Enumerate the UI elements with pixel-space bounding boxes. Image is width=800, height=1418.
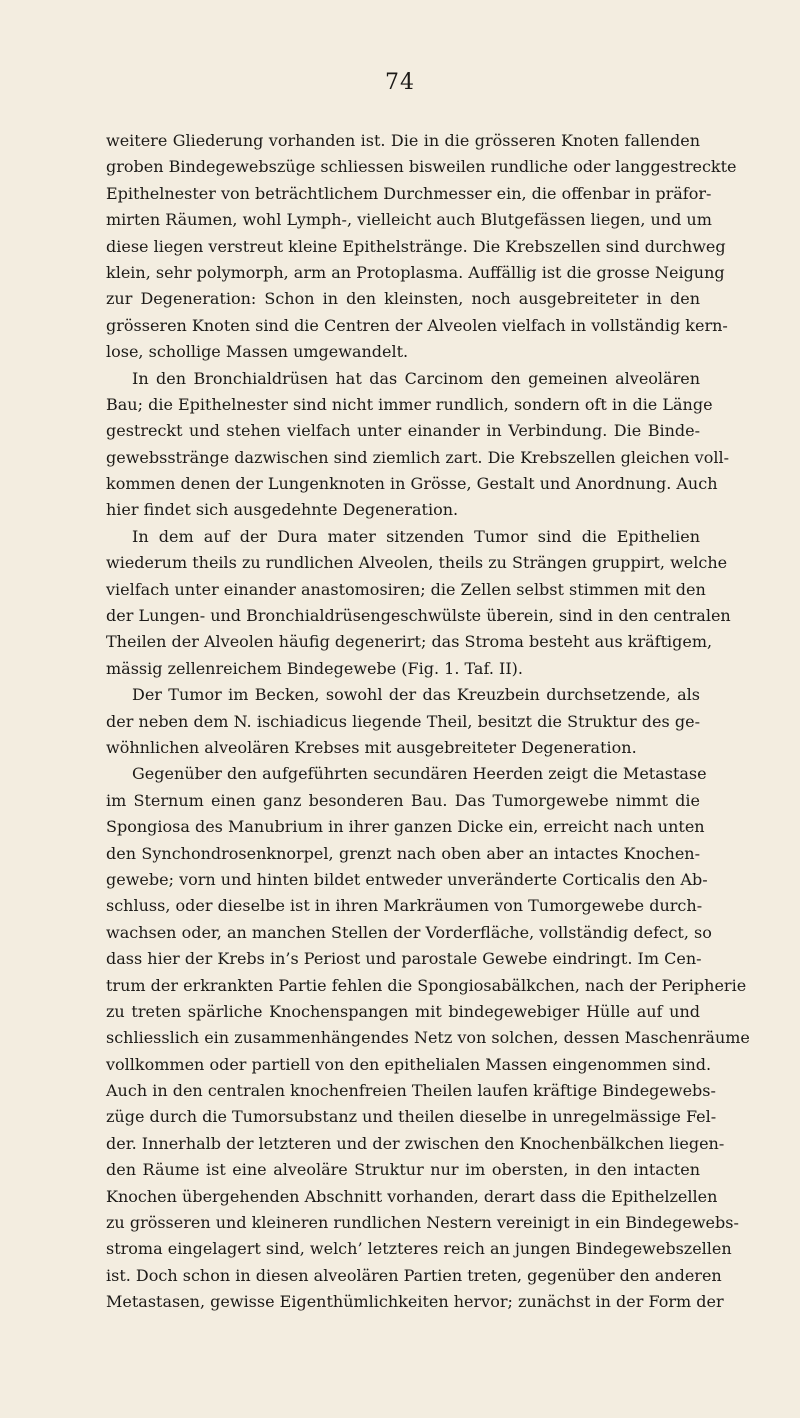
text-line: Der Tumor im Becken, sowohl der das Kreuzbein durchsetzende, als: [132, 685, 700, 705]
text-line: Gegenüber den aufgeführten secundären Heerden zeigt die Metastase: [132, 764, 707, 784]
text-line: kommen denen der Lungenknoten in Grösse, Gestalt und Anordnung. Auch: [106, 474, 718, 494]
text-line: schluss, oder dieselbe ist in ihren Markräumen von Tumorgewebe durch-: [106, 896, 703, 916]
text-line: gestreckt und stehen vielfach unter einander in Verbindung. Die Binde-: [106, 421, 700, 441]
text-line: der. Innerhalb der letzteren und der zwischen den Knochenbälkchen liegen-: [106, 1133, 725, 1153]
text-line: im Sternum einen ganz besonderen Bau. Das Tumorgewebe nimmt die: [106, 790, 700, 810]
text-line: vollkommen oder partiell von den epithelialen Massen eingenommen sind.: [106, 1054, 712, 1074]
text-line: Theilen der Alveolen häufig degenerirt; das Stroma besteht aus kräftigem,: [106, 632, 713, 652]
text-line: wiederum theils zu rundlichen Alveolen, theils zu Strängen gruppirt, welche: [106, 553, 728, 573]
text-line: Epithelnester von beträchtlichem Durchmesser ein, die offenbar in präfor-: [106, 183, 712, 203]
text-line: zu treten spärliche Knochenspangen mit bindegewebiger Hülle auf und: [106, 1001, 700, 1021]
text-line: stroma eingelagert sind, welch’ letzteres reich an jungen Bindegewebszellen: [106, 1239, 732, 1259]
text-line: wachsen oder, an manchen Stellen der Vorderfläche, vollständig defect, so: [106, 922, 712, 942]
text-line: Auch in den centralen knochenfreien Theilen laufen kräftige Bindegewebs-: [106, 1081, 716, 1101]
text-line: grösseren Knoten sind die Centren der Alveolen vielfach in vollständig kern-: [106, 315, 728, 335]
text-line: lose, schollige Massen umgewandelt.: [106, 342, 409, 362]
text-line: Metastasen, gewisse Eigenthümlichkeiten hervor; zunächst in der Form der: [106, 1292, 724, 1312]
page-number: 74: [385, 70, 415, 95]
text-line: ist. Doch schon in diesen alveolären Partien treten, gegenüber den anderen: [106, 1265, 722, 1285]
text-line: der neben dem N. ischiadicus liegende Theil, besitzt die Struktur des ge-: [106, 711, 700, 731]
text-line: Bau; die Epithelnester sind nicht immer rundlich, sondern oft in die Länge: [106, 394, 713, 414]
text-line: In dem auf der Dura mater sitzenden Tumor sind die Epithelien: [132, 526, 700, 546]
text-line: den Räume ist eine alveoläre Struktur nur im obersten, in den intacten: [106, 1160, 700, 1180]
text-line: In den Bronchialdrüsen hat das Carcinom den gemeinen alveolären: [132, 368, 700, 388]
text-line: weitere Gliederung vorhanden ist. Die in die grösseren Knoten fallenden: [106, 131, 700, 150]
text-line: dass hier der Krebs in’s Periost und parostale Gewebe eindringt. Im Cen-: [106, 949, 702, 969]
text-line: gewebe; vorn und hinten bildet entweder unveränderte Corticalis den Ab-: [106, 869, 708, 889]
text-line: den Synchondrosenknorpel, grenzt nach oben aber an intactes Knochen-: [106, 843, 700, 863]
text-line: Spongiosa des Manubrium in ihrer ganzen Dicke ein, erreicht nach unten: [106, 817, 705, 837]
text-line: wöhnlichen alveolären Krebses mit ausgebreiteter Degeneration.: [106, 737, 637, 757]
text-line: hier findet sich ausgedehnte Degeneration.: [106, 500, 459, 520]
text-line: trum der erkrankten Partie fehlen die Spongiosabälkchen, nach der Peripherie: [106, 975, 747, 995]
text-line: Knochen übergehenden Abschnitt vorhanden, derart dass die Epithelzellen: [106, 1186, 718, 1206]
text-line: züge durch die Tumorsubstanz und theilen dieselbe in unregelmässige Fel-: [106, 1107, 717, 1127]
text-line: groben Bindegewebszüge schliessen bisweilen rundliche oder langgestreckte: [106, 157, 737, 177]
text-line: mirten Räumen, wohl Lymph-, vielleicht auch Blutgefässen liegen, und um: [106, 210, 712, 230]
text-line: klein, sehr polymorph, arm an Protoplasma. Auffällig ist die grosse Neigung: [106, 262, 725, 282]
text-line: mässig zellenreichem Bindegewebe (Fig. 1. Taf. II).: [106, 658, 523, 678]
body-text: [106, 128, 750, 1316]
text-line: vielfach unter einander anastomosiren; die Zellen selbst stimmen mit den: [106, 579, 706, 599]
text-line: zur Degeneration: Schon in den kleinsten, noch ausgebreiteter in den: [106, 289, 700, 309]
text-line: gewebsstränge dazwischen sind ziemlich zart. Die Krebszellen gleichen voll-: [106, 447, 729, 467]
text-line: der Lungen- und Bronchialdrüsengeschwülste überein, sind in den centralen: [106, 606, 731, 626]
text-line: schliesslich ein zusammenhängendes Netz von solchen, dessen Maschenräume: [106, 1028, 750, 1048]
text-line: zu grösseren und kleineren rundlichen Nestern vereinigt in ein Bindegewebs-: [106, 1213, 739, 1233]
text-line: diese liegen verstreut kleine Epithelstränge. Die Krebszellen sind durchweg: [106, 236, 726, 256]
